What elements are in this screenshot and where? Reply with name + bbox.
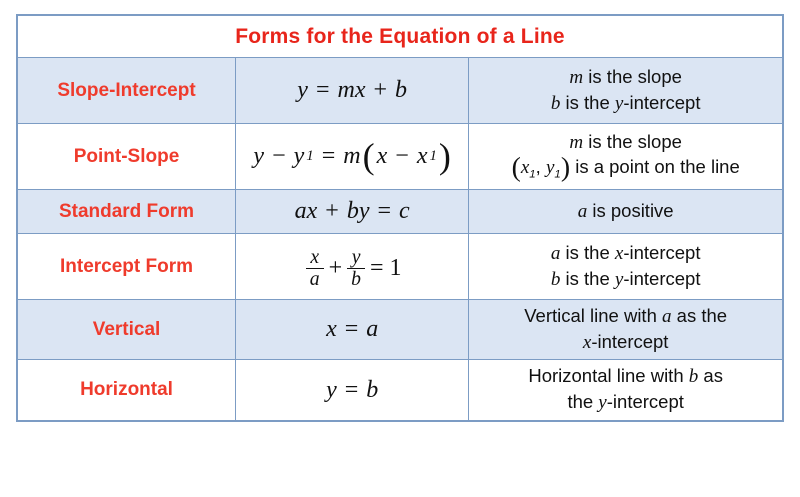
equation-horizontal: y = b (236, 360, 469, 420)
row-label-vertical: Vertical (18, 300, 236, 360)
row-label-intercept-form: Intercept Form (18, 234, 236, 300)
equation-intercept-form: $\frac{x}{a}$ + $\frac{y}{b}$ = 1 (236, 234, 469, 300)
equation-forms-table-container (16, 14, 784, 422)
description-standard-form: a is positive (469, 190, 783, 234)
table-row (18, 58, 783, 124)
description-slope-intercept: m is the slope b is the y-intercept (469, 58, 783, 124)
description-horizontal: Horizontal line with b as the y-intercept (469, 360, 783, 420)
table-row (18, 234, 783, 300)
table-title-row (18, 16, 783, 58)
equation-slope-intercept: y = mx + b (236, 58, 469, 124)
equation-point-slope: y − y 1 = m ( x − x 1 ) (236, 124, 469, 190)
row-label-standard-form: Standard Form (18, 190, 236, 234)
description-intercept-form: a is the x-intercept b is the y-intercept (469, 234, 783, 300)
table-row (18, 124, 783, 190)
page-title: Forms for the Equation of a Line (18, 16, 783, 58)
description-point-slope: m is the slope ($x_1$, $y_1$) is a point on the line (469, 124, 783, 190)
table-row (18, 360, 783, 420)
row-label-point-slope: Point-Slope (18, 124, 236, 190)
table-row (18, 190, 783, 234)
equation-forms-table (17, 15, 783, 421)
row-label-slope-intercept: Slope-Intercept (18, 58, 236, 124)
table-row (18, 300, 783, 360)
row-label-horizontal: Horizontal (18, 360, 236, 420)
equation-vertical: x = a (236, 300, 469, 360)
description-vertical: Vertical line with a as the x-intercept (469, 300, 783, 360)
equation-standard-form: ax + by = c (236, 190, 469, 234)
